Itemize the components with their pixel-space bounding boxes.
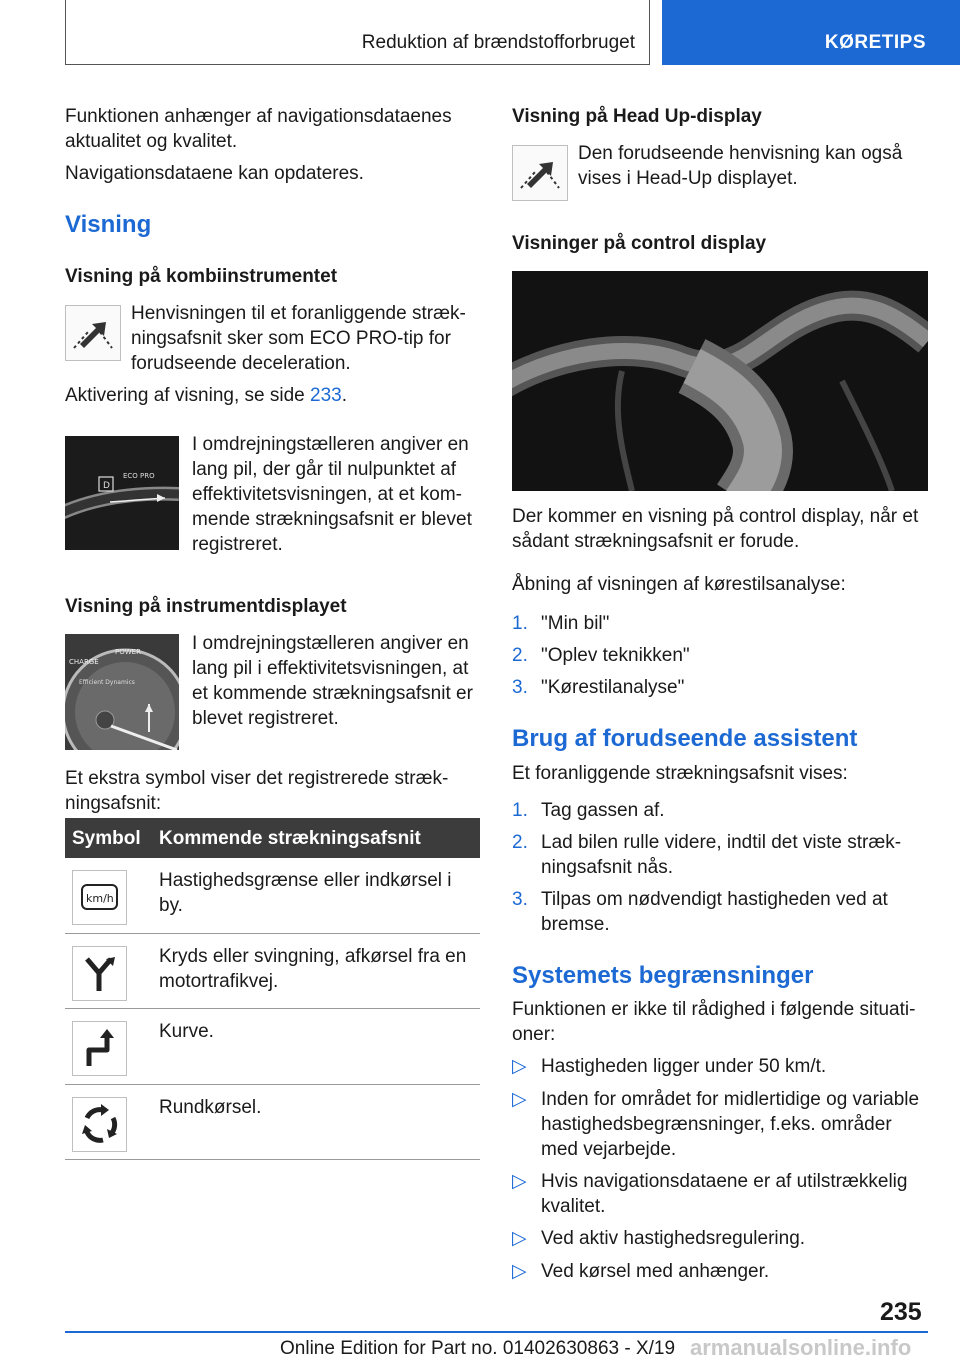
roundabout-icon — [72, 1097, 127, 1152]
graenser-text: Funktionen er ikke til rådighed i følgende situati- oner: — [512, 999, 916, 1045]
table-row — [65, 858, 480, 934]
step-number: 3. — [512, 889, 528, 910]
page-number: 235 — [880, 1298, 922, 1326]
kombi-image-text: I omdrejningstælleren angiver en lang pil, der går til nulpunktet af effektivitetsvisningen, at et kom- mende strækningsafsnit er blevet registreret. — [192, 434, 472, 555]
intro-paragraph-2: Navigationsdataene kan opdateres. — [65, 163, 364, 184]
triangle-bullet-icon: ▷ — [512, 1228, 527, 1249]
step-number: 2. — [512, 645, 528, 666]
step-number: 3. — [512, 677, 528, 698]
step-number: 1. — [512, 800, 528, 821]
triangle-bullet-icon: ▷ — [512, 1089, 527, 1110]
section-title: Reduktion af brændstofforbruget — [361, 32, 635, 53]
hud-road-icon — [65, 305, 121, 361]
speed-limit-icon-text: km/h — [86, 892, 114, 905]
limit-text: Hastigheden ligger under 50 km/t. — [541, 1056, 827, 1077]
step-text: Tilpas om nødvendigt hastigheden ved at bremse. — [541, 889, 888, 935]
kombi-instrument-image — [65, 436, 179, 550]
table-row — [65, 1085, 480, 1160]
table-header-section: Kommende strækningsafsnit — [159, 828, 421, 849]
control-display-road-image — [512, 271, 928, 491]
table-header-symbol: Symbol — [72, 828, 141, 849]
table-cell-text: Rundkørsel. — [159, 1097, 262, 1118]
heading-kombi: Visning på kombiinstrumentet — [65, 266, 338, 287]
table-cell-text: Kryds eller svingning, afkørsel fra en motortrafikvej. — [159, 946, 467, 992]
triangle-bullet-icon: ▷ — [512, 1261, 527, 1282]
speed-limit-icon — [72, 870, 127, 925]
page-link-233[interactable]: 233 — [310, 385, 342, 406]
activation-prefix: Aktivering af visning, se side — [65, 385, 311, 406]
heading-brug: Brug af forudseende assistent — [512, 725, 858, 752]
table-row — [65, 1009, 480, 1085]
menu-path-min-bil[interactable]: "Min bil" — [541, 613, 610, 634]
heading-instrument: Visning på instrumentdisplayet — [65, 596, 347, 617]
menu-path-oplev-teknikken[interactable]: "Oplev teknikken" — [541, 645, 690, 666]
table-cell-text: Hastighedsgrænse eller indkørsel i by. — [159, 870, 452, 916]
activation-suffix: . — [341, 385, 347, 406]
activation-text — [65, 383, 480, 408]
power-label: POWER — [115, 648, 141, 656]
step-text: Tag gassen af. — [541, 800, 665, 821]
instrument-display-image — [65, 634, 179, 750]
triangle-bullet-icon: ▷ — [512, 1056, 527, 1077]
triangle-bullet-icon: ▷ — [512, 1171, 527, 1192]
section-title-box — [65, 0, 650, 65]
heading-graenser: Systemets begrænsninger — [512, 962, 814, 989]
heading-hud: Visning på Head Up-display — [512, 106, 762, 127]
charge-label: CHARGE — [69, 658, 99, 666]
control-display-text: Der kommer en visning på control display, når et sådant strækningsafsnit er forude. — [512, 506, 919, 552]
open-analysis-text: Åbning af visningen af kørestilsanalyse: — [512, 574, 846, 595]
instrument-text: I omdrejningstælleren angiver en lang pil i effektivitetsvisningen, at et kommende strækningsafsnit er blevet registreret. — [192, 633, 473, 729]
brug-text: Et foranliggende strækningsafsnit vises: — [512, 763, 848, 784]
kombi-text: Henvisningen til et foranliggende stræk- ningsafsnit sker som ECO PRO-tip for forudseende deceleration. — [131, 303, 466, 374]
chapter-label: KØRETIPS — [824, 32, 926, 53]
eco-pro-label: ECO PRO — [123, 472, 155, 480]
chapter-tab[interactable] — [662, 0, 960, 65]
watermark: armanualsonline.info — [690, 1335, 912, 1360]
step-number: 2. — [512, 832, 528, 853]
footer-divider — [65, 1331, 928, 1333]
symbol-table — [65, 818, 480, 1160]
limit-text: Hvis navigationsdataene er af utilstrækkelig kvalitet. — [541, 1171, 908, 1217]
table-header — [65, 818, 480, 858]
hud-road-icon — [512, 145, 568, 201]
junction-icon — [72, 946, 127, 1001]
heading-visning: Visning — [65, 211, 152, 238]
curve-icon — [72, 1021, 127, 1076]
table-cell-text: Kurve. — [159, 1021, 214, 1042]
efficient-dynamics-label: Efficient Dynamics — [79, 679, 135, 686]
edition-text: Online Edition for Part no. 01402630863 - X/19 — [280, 1338, 676, 1359]
menu-path-korestilanalyse[interactable]: "Kørestilanalyse" — [541, 677, 685, 698]
hud-text: Den forudseende henvisning kan også vises i Head-Up displayet. — [578, 143, 903, 189]
table-row — [65, 934, 480, 1009]
extra-symbol-text: Et ekstra symbol viser det registrerede stræk- ningsafsnit: — [65, 768, 449, 814]
limit-text: Ved aktiv hastighedsregulering. — [541, 1228, 806, 1249]
intro-paragraph-1: Funktionen anhænger af navigationsdataenes aktualitet og kvalitet. — [65, 106, 452, 152]
gear-d-label: D — [103, 481, 110, 491]
limit-text: Ved kørsel med anhænger. — [541, 1261, 770, 1282]
limit-text: Inden for området for midlertidige og variable hastighedsbegrænsninger, f.eks. områder med vejarbejde. — [541, 1089, 920, 1160]
heading-control-display: Visninger på control display — [512, 233, 767, 254]
step-text: Lad bilen rulle videre, indtil det viste stræk- ningsafsnit nås. — [541, 832, 902, 878]
step-number: 1. — [512, 613, 528, 634]
